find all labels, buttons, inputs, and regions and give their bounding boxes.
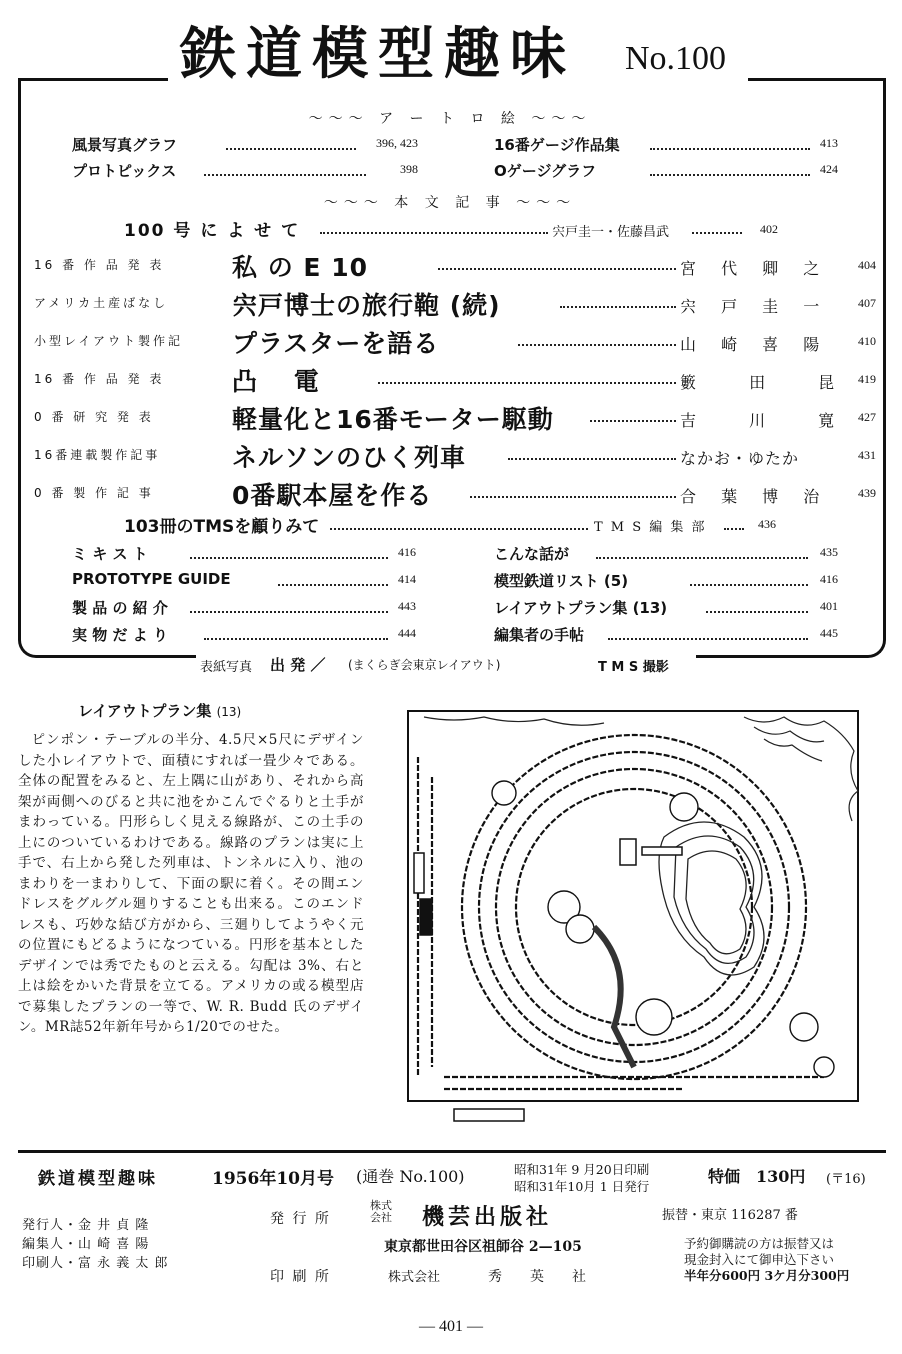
printer-name: 秀 英 社 (488, 1269, 586, 1285)
leader-dots (518, 344, 676, 346)
leader-dots (204, 174, 366, 176)
feature-title: ネルソンのひく列車 (232, 443, 467, 472)
price-value: 130円 (756, 1167, 806, 1186)
price-label: 特価 (708, 1167, 741, 1186)
leader-dots (190, 557, 388, 559)
art-item-page: 413 (820, 136, 838, 150)
printer-label: 印 刷 所 (270, 1269, 331, 1285)
feature-category: 小型レイアウト製作記 (34, 334, 184, 348)
feature-author: 籔 田 昆 (680, 373, 859, 392)
feature-author: なかお・ゆたか (680, 449, 800, 468)
leader-dots (650, 148, 810, 150)
leader-dots (608, 638, 808, 640)
feature-title: プラスターを語る (232, 329, 440, 358)
layout-plan-heading (78, 700, 241, 721)
feature-author: 吉 川 寛 (680, 411, 859, 430)
art-item-page: 424 (820, 162, 838, 176)
review-title: 103冊のTMSを顧りみて (124, 517, 320, 537)
misc-item-title: PROTOTYPE GUIDE (72, 570, 231, 588)
leader-dots (378, 382, 676, 384)
review-page: 436 (758, 517, 776, 531)
leader-dots (596, 557, 808, 559)
lead-article-authors: 宍戸圭一・佐藤昌武 (552, 225, 670, 240)
section-art-heading: 〜〜〜 ア ー ト ロ 絵 〜〜〜 (308, 111, 592, 127)
colophon-magazine: 鉄道模型趣味 (38, 1169, 158, 1189)
feature-page: 439 (858, 486, 876, 500)
feature-author: 宮 代 卿 之 (680, 259, 830, 278)
leader-dots (508, 458, 676, 460)
misc-item-page: 443 (398, 599, 416, 613)
feature-page: 419 (858, 372, 876, 386)
issue-number: No.100 (625, 40, 727, 77)
subscribe-rates: 半年分600円 3ケ月分300円 (684, 1268, 850, 1283)
layout-plan-heading-text: レイアウトプラン集 (78, 702, 212, 720)
misc-item-page: 401 (820, 599, 838, 613)
art-item-title: 16番ゲージ作品集 (494, 136, 620, 154)
colophon-printed: 昭和31年 9 月20日印刷 (514, 1162, 650, 1177)
misc-item-title: 編集者の手帖 (494, 626, 585, 644)
art-item-title: 風景写真グラフ (72, 136, 178, 154)
misc-item-page: 444 (398, 626, 416, 640)
magazine-title: 鉄道模型趣味 (180, 22, 576, 87)
lead-article-page: 402 (760, 222, 778, 236)
leader-dots (724, 528, 744, 530)
misc-item-title: 模型鉄道リスト (5) (494, 572, 629, 590)
misc-item-title: こんな話が (494, 545, 570, 563)
leader-dots (706, 611, 808, 613)
art-item-page: 398 (400, 162, 418, 176)
feature-category: 0 番 研 究 発 表 (34, 410, 154, 424)
misc-item-title: 実 物 だ よ り (72, 626, 168, 644)
art-item-page: 396, 423 (376, 136, 418, 150)
misc-item-page: 414 (398, 572, 416, 586)
misc-item-title: ミ キ ス ト (72, 545, 148, 563)
colophon-volume: (通巻 No.100) (356, 1167, 465, 1186)
leader-dots (692, 232, 742, 234)
leader-dots (690, 584, 808, 586)
plan-buildings (414, 839, 682, 1121)
feature-title: 宍戸博士の旅行鞄 (続) (232, 291, 501, 320)
leader-dots (226, 148, 356, 150)
layout-plan-description: ピンポン・テーブルの半分、4.5尺×5尺にデザインした小レイアウトで、面積にすれば一畳少々である。全体の配置をみると、左上隅に山があり、それから高架が両側へのびると共に池をかこんでぐるりと土手がまわっている。円形らしく見える線路が、この土手の上にのついているわけである。線路のプランは実に上手で、右上から発した列車は、トンネルに入り、池のまわりを一まわりして、下面の駅に着く。その間エンドレスをグルグル廻りすることも出来る。このエンドレスも、巧妙な結び方がから、三廻りしてようやく元の位置にもどるようになつている。円形を基本としたデザインでは秀でたものと云える。勾配は 3%、右と上は絵をかいた背景を立てる。アメリカの或る模型店で募集したプランの一等で、W. R. Budd 氏のデザイン。MR誌52年新年号から1/20でのせた。 (18, 732, 364, 1035)
leader-dots (650, 174, 810, 176)
feature-page: 427 (858, 410, 876, 424)
misc-item-page: 416 (398, 545, 416, 559)
staff-publisher: 発行人・金 井 貞 隆 (22, 1218, 150, 1233)
cover-credit: T M S 撮影 (598, 660, 669, 675)
feature-page: 431 (858, 448, 876, 462)
misc-item-title: レイアウトプラン集 (13) (494, 599, 668, 617)
misc-item-page: 435 (820, 545, 838, 559)
publisher-transfer: 振替・東京 116287 番 (662, 1208, 798, 1223)
leader-dots (560, 306, 676, 308)
feature-title: 0番駅本屋を作る (232, 481, 433, 510)
review-author: T M S 編 集 部 (594, 520, 707, 535)
misc-item-page: 445 (820, 626, 838, 640)
colophon-issued: 昭和31年10月 1 日発行 (514, 1179, 650, 1194)
price-postage: (〒16) (826, 1172, 866, 1187)
leader-dots (278, 584, 388, 586)
leader-dots (590, 420, 676, 422)
feature-page: 404 (858, 258, 876, 272)
publisher-corp-type: 株式 会社 (370, 1199, 392, 1224)
cover-note: (まくらぎ会東京レイアウト) (348, 658, 501, 672)
staff-printer: 印刷人・富 永 義 太 郎 (22, 1256, 169, 1271)
leader-dots (320, 232, 548, 234)
art-item-title: Oゲージグラフ (494, 162, 597, 180)
leader-dots (438, 268, 676, 270)
staff-editor: 編集人・山 崎 喜 陽 (22, 1237, 150, 1252)
feature-category: 16番連載製作記事 (34, 448, 161, 462)
publisher-name: 機芸出版社 (422, 1205, 553, 1230)
feature-title: 私 の E 10 (232, 253, 368, 282)
plan-pond (659, 822, 764, 975)
page-number: — 401 — (419, 1318, 483, 1335)
publisher-label: 発 行 所 (270, 1211, 331, 1227)
leader-dots (190, 611, 388, 613)
subscribe-note-1: 予約御購読の方は振替又は (684, 1236, 835, 1251)
colophon-date: 1956年10月号 (212, 1169, 334, 1189)
plan-road (594, 927, 634, 1067)
art-item-title: プロトピックス (72, 162, 177, 180)
feature-author: 山 崎 喜 陽 (680, 335, 830, 354)
feature-page: 410 (858, 334, 876, 348)
feature-author: 合 葉 博 治 (680, 487, 830, 506)
section-body-heading: 〜〜〜 本 文 記 事 〜〜〜 (323, 195, 577, 211)
leader-dots (204, 638, 388, 640)
colophon-rule (18, 1150, 886, 1153)
feature-category: 16 番 作 品 発 表 (34, 258, 165, 272)
feature-page: 407 (858, 296, 876, 310)
misc-item-title: 製 品 の 紹 介 (72, 599, 168, 617)
feature-title: 軽量化と16番モーター駆動 (232, 405, 554, 434)
feature-title: 凸 電 (232, 367, 333, 396)
feature-author: 宍 戸 圭 一 (680, 297, 830, 316)
feature-category: 16 番 作 品 発 表 (34, 372, 165, 386)
cover-title: 出 発 ／ (270, 656, 326, 674)
feature-category: 0 番 製 作 記 事 (34, 486, 154, 500)
subscribe-note-2: 現金封入にて御申込下さい (684, 1252, 835, 1267)
feature-category: アメリカ土産ばなし (34, 296, 169, 310)
leader-dots (470, 496, 676, 498)
track-plan-drawing (384, 697, 872, 1129)
printer-type: 株式会社 (388, 1270, 441, 1285)
publisher-address: 東京都世田谷区祖師谷 2—105 (384, 1239, 582, 1255)
lead-article-title: 100 号 に よ せ て (124, 221, 301, 241)
layout-plan-number: (13) (216, 705, 242, 719)
leader-dots (330, 528, 588, 530)
misc-item-page: 416 (820, 572, 838, 586)
cover-label: 表紙写真 (200, 660, 253, 675)
